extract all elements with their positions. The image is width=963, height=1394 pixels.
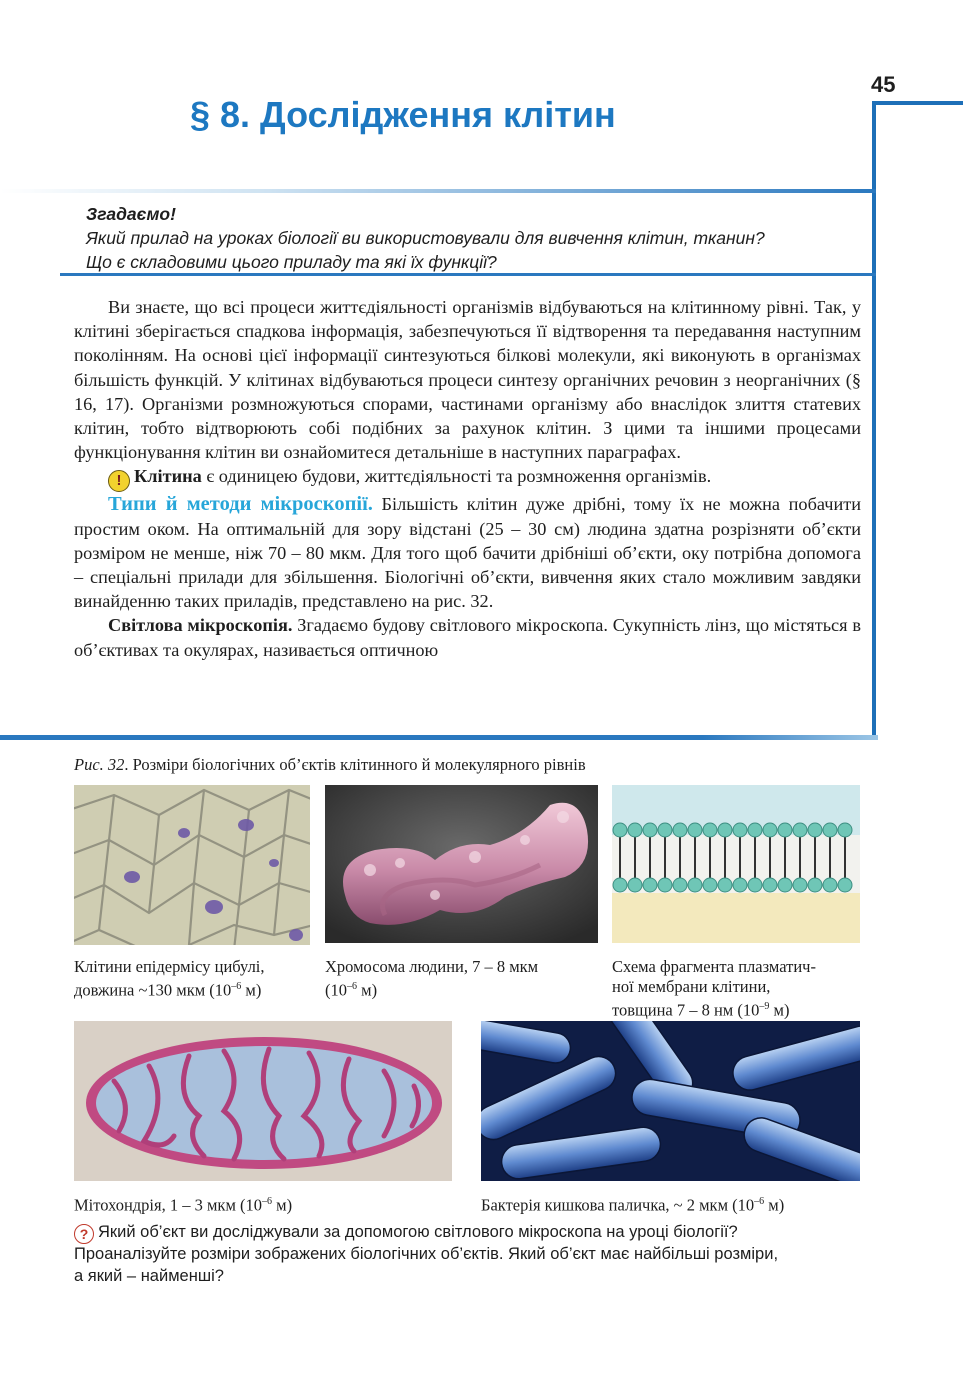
caption-mitochondrion-tail: м)	[272, 1195, 293, 1215]
important-icon: !	[108, 470, 130, 492]
caption-membrane-exp: –9	[759, 1001, 770, 1012]
page-frame-right	[872, 101, 876, 737]
caption-onion-exp: –6	[231, 981, 242, 992]
light-microscopy-text: Згадаємо будову світлового мікроскопа. Сукупність лінз, що містяться в об’єктивах та окулярах, називається оптичною	[74, 615, 861, 660]
page-number: 45	[871, 72, 896, 97]
caption-membrane-tail: м)	[769, 1000, 790, 1020]
microscopy-text: Більшість клітин дуже дрібні, тому їх не можна побачити простим оком. На оптимальній для зору відстані (25 – 30 см) людина здатна розрізняти об’єкти розміром не менше, ніж 70 – 80 мкм. Для того щоб бачити дрібніші об’єкти, оку потрібна допомога – спеціальні прилади для збільшення. Біологічні об’єкти, вивчення яких стало можливим завдяки винайденню таких приладів, представлено на рис. 32.	[74, 494, 861, 612]
recall-box	[86, 202, 866, 274]
figure-label: Рис. 32	[74, 755, 125, 774]
onion-epidermis-image	[74, 785, 310, 945]
question-line2: Проаналізуйте розміри зображених біологічних об’єктів. Який об’єкт має найбільші розміри,	[74, 1245, 779, 1263]
recall-divider-bottom	[60, 273, 876, 276]
question-icon: ?	[74, 1224, 94, 1244]
caption-onion-line2	[74, 977, 314, 1001]
caption-mitochondrion-text: Мітохондрія, 1 – 3 мкм (10	[74, 1195, 263, 1215]
caption-chromosome	[325, 957, 605, 1001]
caption-onion-text: довжина ~130 мкм (10	[74, 980, 232, 1000]
recall-divider-top	[0, 189, 876, 193]
caption-onion-tail: м)	[241, 980, 262, 1000]
question-block	[74, 1222, 874, 1287]
caption-membrane	[612, 957, 862, 1021]
recall-question-1: Який прилад на уроках біології ви використовували для вивчення клітин, тканин?	[86, 228, 765, 248]
paragraph-microscopy-types	[74, 492, 861, 613]
caption-membrane-line2: ної мембрани клітини,	[612, 977, 771, 996]
caption-onion-line1: Клітини епідермісу цибулі,	[74, 957, 265, 976]
figure-caption-text: . Розміри біологічних об’єктів клітинного й молекулярного рівнів	[124, 755, 586, 774]
caption-chromosome-tail: м)	[357, 980, 378, 1000]
caption-chromosome-line2	[325, 977, 605, 1001]
section-title: § 8. Дослідження клітин	[190, 94, 616, 135]
caption-membrane-line3	[612, 997, 862, 1021]
caption-ecoli	[481, 1192, 863, 1216]
paragraph-intro: Ви знаєте, що всі процеси життєдіяльності організмів відбуваються на клітинному рівні. Так, у клітині зберігається спадкова інформація, забезпечуються її відтворення та передавання наступним поколінням. На основі цієї інформації синтезуються білкові молекули, які виконують в організмах більшість функцій. У клітинах відбуваються процеси синтезу органічних речовин з неорганічних (§ 16, 17). Організми розмножуються спорами, частинами організму або внаслідок злиття статевих клітин, тобто відтворюють собі подібних за рахунок клітин. З цими та іншими процесами функціонування клітин ви ознайомитеся детальніше в наступних параграфах.	[74, 297, 861, 463]
caption-membrane-line1: Схема фрагмента плазматич-	[612, 957, 816, 976]
page-frame-top	[872, 101, 963, 105]
caption-mitochondrion-exp: –6	[262, 1196, 273, 1207]
chromosome-image	[325, 785, 598, 943]
subheading-light-microscopy: Світлова мікроскопія.	[108, 615, 293, 636]
ecoli-image	[481, 1021, 860, 1181]
caption-mitochondrion	[74, 1192, 454, 1216]
caption-ecoli-exp: –6	[754, 1196, 765, 1207]
caption-chromosome-text: (10	[325, 980, 347, 1000]
recall-heading: Згадаємо!	[86, 204, 176, 224]
caption-chromosome-exp: –6	[347, 981, 357, 992]
caption-ecoli-text: Бактерія кишкова паличка, ~ 2 мкм (10	[481, 1195, 755, 1215]
recall-question-2: Що є складовими цього приладу та які їх функції?	[86, 252, 497, 272]
question-text-1: Який об’єкт ви досліджували за допомогою світлового мікроскопа на уроці біології?	[98, 1223, 738, 1241]
caption-ecoli-tail: м)	[764, 1195, 785, 1215]
caption-membrane-text: товщина 7 – 8 нм (10	[612, 1000, 760, 1020]
term-cell: Клітина	[134, 466, 202, 487]
paragraph-definition	[74, 464, 861, 492]
paragraph-light-microscopy	[74, 613, 861, 661]
question-line1	[74, 1222, 874, 1244]
caption-onion	[74, 957, 314, 1001]
figure-caption	[74, 755, 586, 775]
question-line3: а який – найменші?	[74, 1266, 224, 1285]
caption-chromosome-line1: Хромосома людини, 7 – 8 мкм	[325, 957, 539, 976]
subheading-microscopy: Типи й методи мікроскопії.	[108, 493, 373, 516]
definition-text: є одиницею будови, життєдіяльності та розмноження організмів.	[201, 466, 712, 487]
body-text	[74, 295, 861, 662]
section-divider	[0, 735, 878, 740]
membrane-scheme-image	[612, 785, 860, 943]
mitochondrion-image	[74, 1021, 452, 1181]
